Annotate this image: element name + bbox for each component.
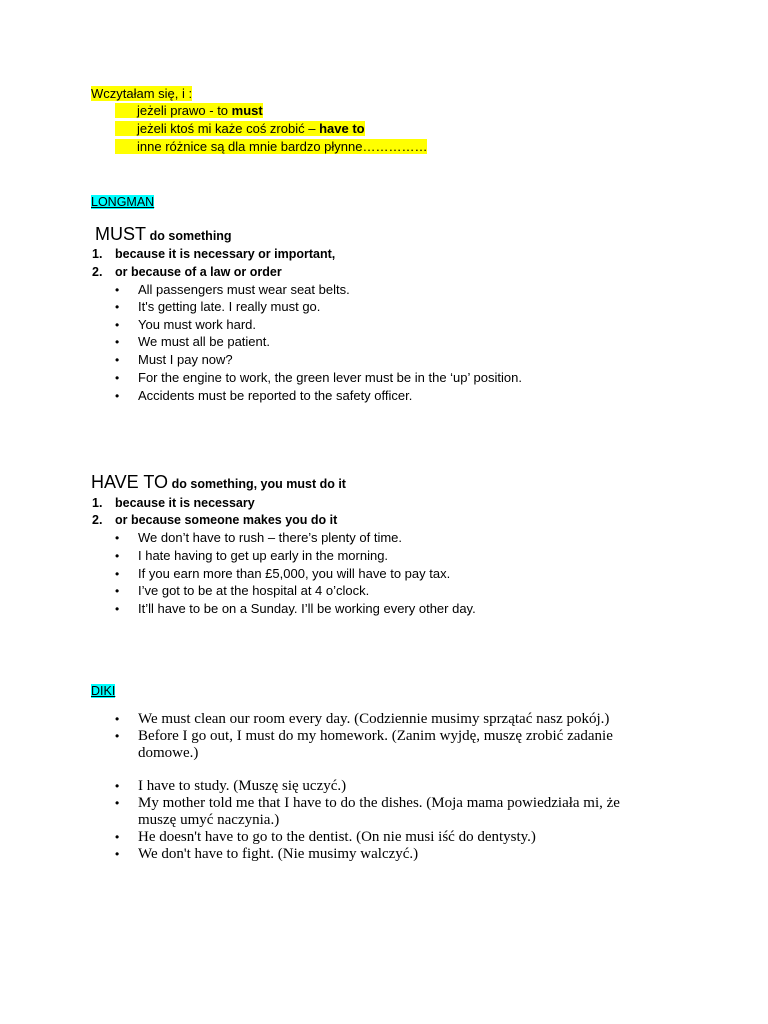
- bullet-icon: •: [115, 796, 120, 810]
- must-example: Must I pay now?: [138, 352, 233, 367]
- diki-example: We must clean our room every day. (Codziennie musimy sprzątać nasz pokój.): [138, 711, 610, 727]
- bullet-icon: •: [115, 830, 120, 844]
- have-to-example: It’ll have to be on a Sunday. I’ll be working every other day.: [138, 601, 476, 616]
- diki-example: Before I go out, I must do my homework. (Zanim wyjdę, muszę zrobić zadanie: [138, 728, 613, 744]
- must-example: All passengers must wear seat belts.: [138, 282, 350, 297]
- bullet-icon: •: [115, 712, 120, 726]
- list-number: 1.: [92, 496, 103, 510]
- diki-label: DIKI: [91, 684, 116, 698]
- must-reason: because it is necessary or important,: [115, 247, 336, 261]
- diki-example-continued: muszę umyć naczynia.): [138, 812, 280, 828]
- diki-example: My mother told me that I have to do the dishes. (Moja mama powiedziała mi, że: [138, 795, 620, 811]
- bullet-icon: •: [115, 729, 120, 743]
- must-example: It's getting late. I really must go.: [138, 299, 321, 314]
- list-number: 1.: [92, 247, 103, 261]
- must-example: We must all be patient.: [138, 334, 270, 349]
- bullet-icon: •: [115, 584, 120, 598]
- have-to-example: I hate having to get up early in the morning.: [138, 548, 389, 563]
- must-heading: MUST do something: [95, 224, 232, 244]
- bullet-icon: •: [115, 318, 120, 332]
- bullet-icon: •: [115, 531, 120, 545]
- diki-example: We don't have to fight. (Nie musimy walczyć.): [138, 846, 419, 862]
- diki-example: He doesn't have to go to the dentist. (On nie musi iść do dentysty.): [138, 829, 536, 845]
- bullet-icon: •: [115, 779, 120, 793]
- bullet-icon: •: [115, 847, 120, 861]
- must-reason: or because of a law or order: [115, 265, 282, 279]
- bullet-icon: •: [115, 549, 120, 563]
- have-to-example: If you earn more than £5,000, you will have to pay tax.: [138, 566, 451, 581]
- intro-heading: Wczytałam się, i :: [91, 86, 193, 101]
- bullet-icon: •: [115, 567, 120, 581]
- diki-example-continued: domowe.): [138, 745, 199, 761]
- intro-item: inne różnice są dla mnie bardzo płynne……………: [115, 139, 427, 155]
- bullet-icon: •: [115, 300, 120, 314]
- must-example: For the engine to work, the green lever must be in the ‘up’ position.: [138, 370, 522, 385]
- bullet-icon: •: [115, 602, 120, 616]
- have-to-example: I’ve got to be at the hospital at 4 o’clock.: [138, 583, 370, 598]
- intro-item: jeżeli prawo - to must: [115, 103, 263, 119]
- list-number: 2.: [92, 265, 103, 279]
- bullet-icon: •: [115, 353, 120, 367]
- list-number: 2.: [92, 513, 103, 527]
- diki-example: I have to study. (Muszę się uczyć.): [138, 778, 347, 794]
- must-example: Accidents must be reported to the safety officer.: [138, 388, 413, 403]
- have-to-reason: or because someone makes you do it: [115, 513, 338, 527]
- intro-item: jeżeli ktoś mi każe coś zrobić – have to: [115, 121, 365, 137]
- must-example: You must work hard.: [138, 317, 257, 332]
- have-to-heading: HAVE TO do something, you must do it: [91, 472, 346, 492]
- have-to-reason: because it is necessary: [115, 496, 255, 510]
- bullet-icon: •: [115, 335, 120, 349]
- bullet-icon: •: [115, 283, 120, 297]
- longman-label: LONGMAN: [91, 195, 155, 209]
- bullet-icon: •: [115, 389, 120, 403]
- have-to-example: We don’t have to rush – there’s plenty of time.: [138, 530, 402, 545]
- bullet-icon: •: [115, 371, 120, 385]
